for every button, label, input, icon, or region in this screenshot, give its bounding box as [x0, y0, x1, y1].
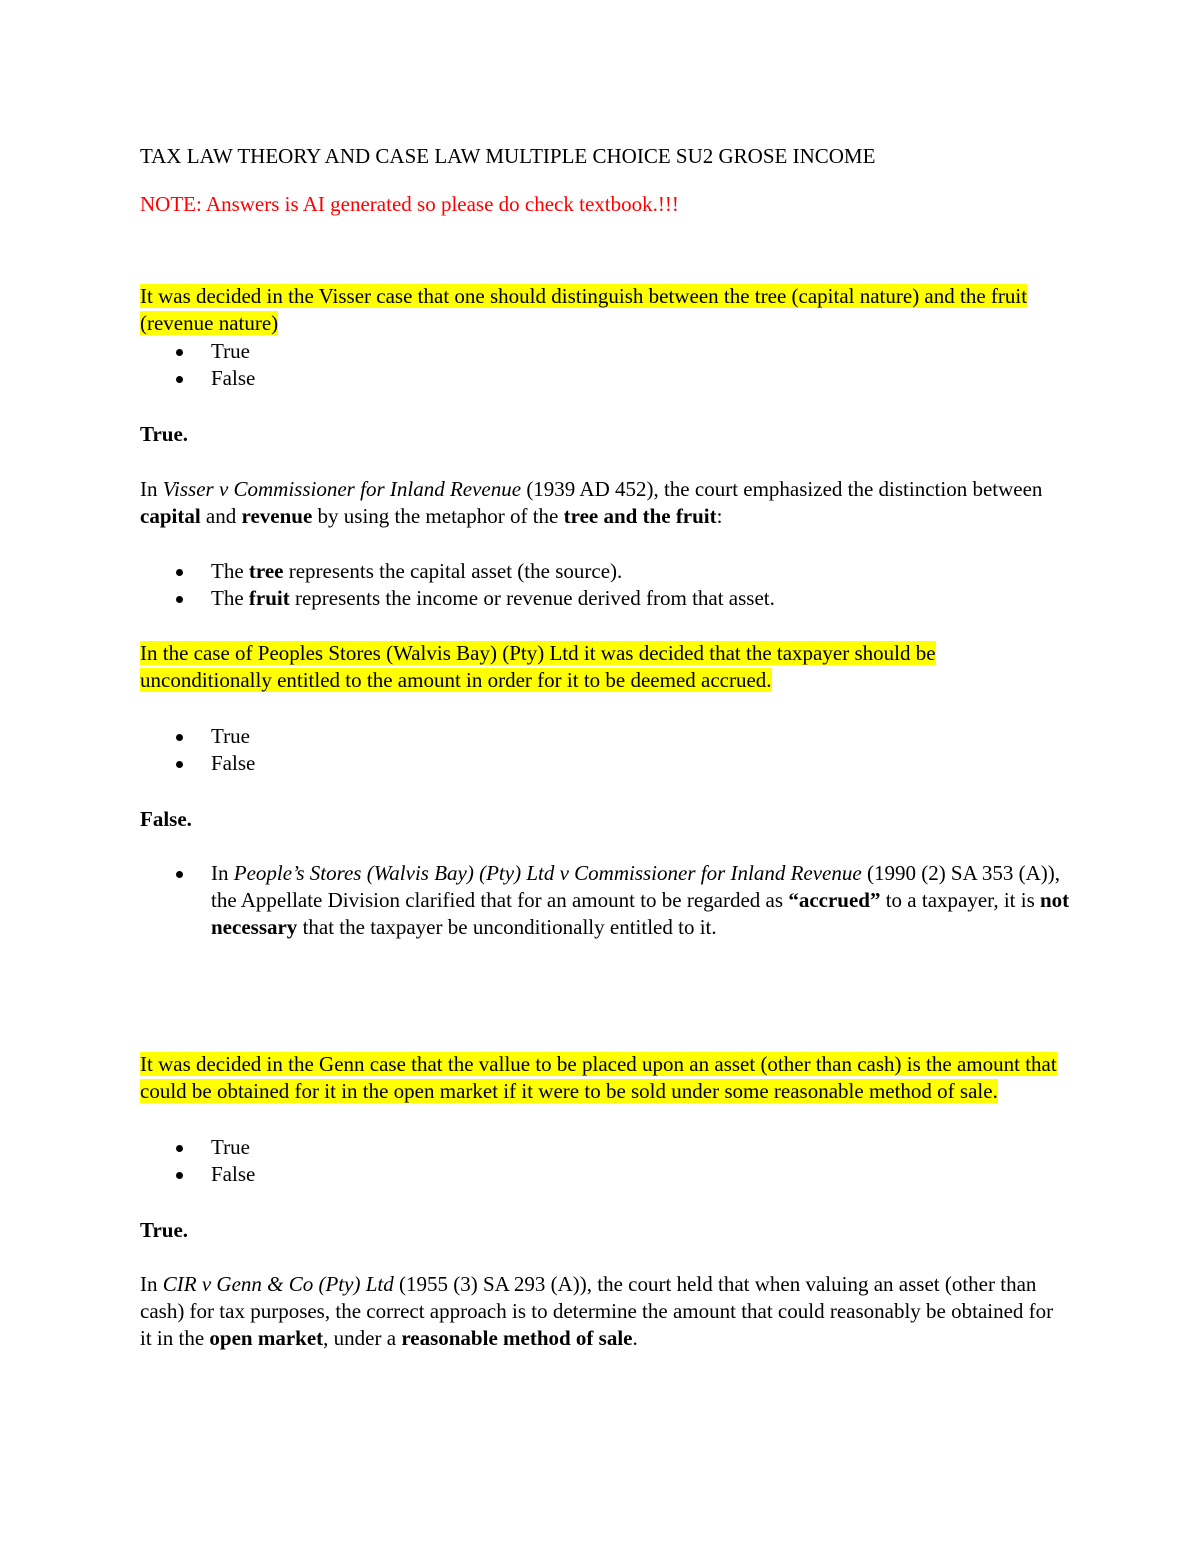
bullet-text: that the taxpayer be unconditionally entitled to it.: [297, 915, 717, 939]
bullet-text: In: [211, 861, 234, 885]
question-3-option-false: False: [140, 1161, 1070, 1188]
question-2-options: [140, 723, 1070, 777]
bullet-text: The: [211, 586, 249, 610]
question-1: [140, 283, 1070, 337]
term-tree-fruit: tree and the fruit: [563, 504, 717, 528]
case-name: Visser v Commissioner for Inland Revenue: [162, 477, 522, 501]
question-2-option-true: True: [140, 723, 1070, 750]
term-not-necessary: not necessary: [211, 888, 1070, 939]
question-3-option-true: True: [140, 1134, 1070, 1161]
bullet-text: represents the income or revenue derived from that asset.: [289, 586, 775, 610]
exp-text: :: [716, 504, 723, 528]
exp-text: (1955 (3) SA 293 (A)), the court held that when valuing an asset (other than cash) for tax purposes, the correct approach is to determine the amount that could reasonably be obtained for it in the: [140, 1272, 1054, 1350]
bullet-fruit: [140, 585, 1070, 612]
question-1-explanation-bullets: [140, 558, 1070, 612]
exp-text: (1939 AD 452), the court emphasized the distinction between: [521, 477, 1043, 501]
bullet-text: to a taxpayer, it is: [880, 888, 1040, 912]
case-name: People’s Stores (Walvis Bay) (Pty) Ltd v Commissioner for Inland Revenue: [233, 861, 862, 885]
term-open-market: open market: [209, 1326, 324, 1350]
question-1-explanation: [140, 476, 1070, 530]
question-3-explanation: [140, 1271, 1070, 1352]
question-2-answer: [140, 806, 1070, 833]
answer-label: False.: [140, 807, 192, 831]
answer-label: True.: [140, 1218, 189, 1242]
question-1-option-false: False: [140, 365, 1070, 392]
exp-text: , under a: [323, 1326, 402, 1350]
exp-text: and: [200, 504, 242, 528]
question-1-option-true: True: [140, 338, 1070, 365]
term-tree: tree: [248, 559, 284, 583]
bullet-text: The: [211, 559, 249, 583]
exp-text: by using the metaphor of the: [312, 504, 564, 528]
document-title: TAX LAW THEORY AND CASE LAW MULTIPLE CHOICE SU2 GROSE INCOME: [140, 144, 876, 168]
question-3-text: It was decided in the Genn case that the vallue to be placed upon an asset (other than cash) is the amount that could be obtained for it in the open market if it were to be sold under some reasonable method of sale.: [140, 1052, 1057, 1103]
term-fruit: fruit: [248, 586, 290, 610]
case-name: CIR v Genn & Co (Pty) Ltd: [162, 1272, 394, 1296]
answer-label: True.: [140, 422, 189, 446]
term-revenue: revenue: [241, 504, 313, 528]
question-1-text: It was decided in the Visser case that one should distinguish between the tree (capital nature) and the fruit (revenue nature): [140, 284, 1028, 335]
question-2-option-false: False: [140, 750, 1070, 777]
bullet-tree: [140, 558, 1070, 585]
question-1-answer: [140, 421, 1070, 448]
exp-text: In: [140, 1272, 163, 1296]
question-2: [140, 640, 1070, 694]
bullet-text: (1990 (2) SA 353 (A)), the Appellate Division clarified that for an amount to be regarded as: [211, 861, 1061, 912]
bullet-peoples-stores: [140, 860, 1071, 941]
term-accrued: “accrued”: [788, 888, 881, 912]
exp-text: In: [140, 477, 163, 501]
term-reasonable-method: reasonable method of sale: [401, 1326, 633, 1350]
question-1-options: [140, 338, 1070, 392]
bullet-text: represents the capital asset (the source).: [283, 559, 623, 583]
question-3-answer: [140, 1217, 1070, 1244]
ai-note: NOTE: Answers is AI generated so please do check textbook.!!!: [140, 192, 679, 216]
exp-text: .: [632, 1326, 638, 1350]
question-2-text: In the case of Peoples Stores (Walvis Bay) (Pty) Ltd it was decided that the taxpayer should be unconditionally entitled to the amount in order for it to be deemed accrued.: [140, 641, 936, 692]
question-2-explanation-bullets: [140, 860, 1070, 941]
question-3: [140, 1051, 1070, 1105]
term-capital: capital: [140, 504, 201, 528]
question-3-options: [140, 1134, 1070, 1188]
